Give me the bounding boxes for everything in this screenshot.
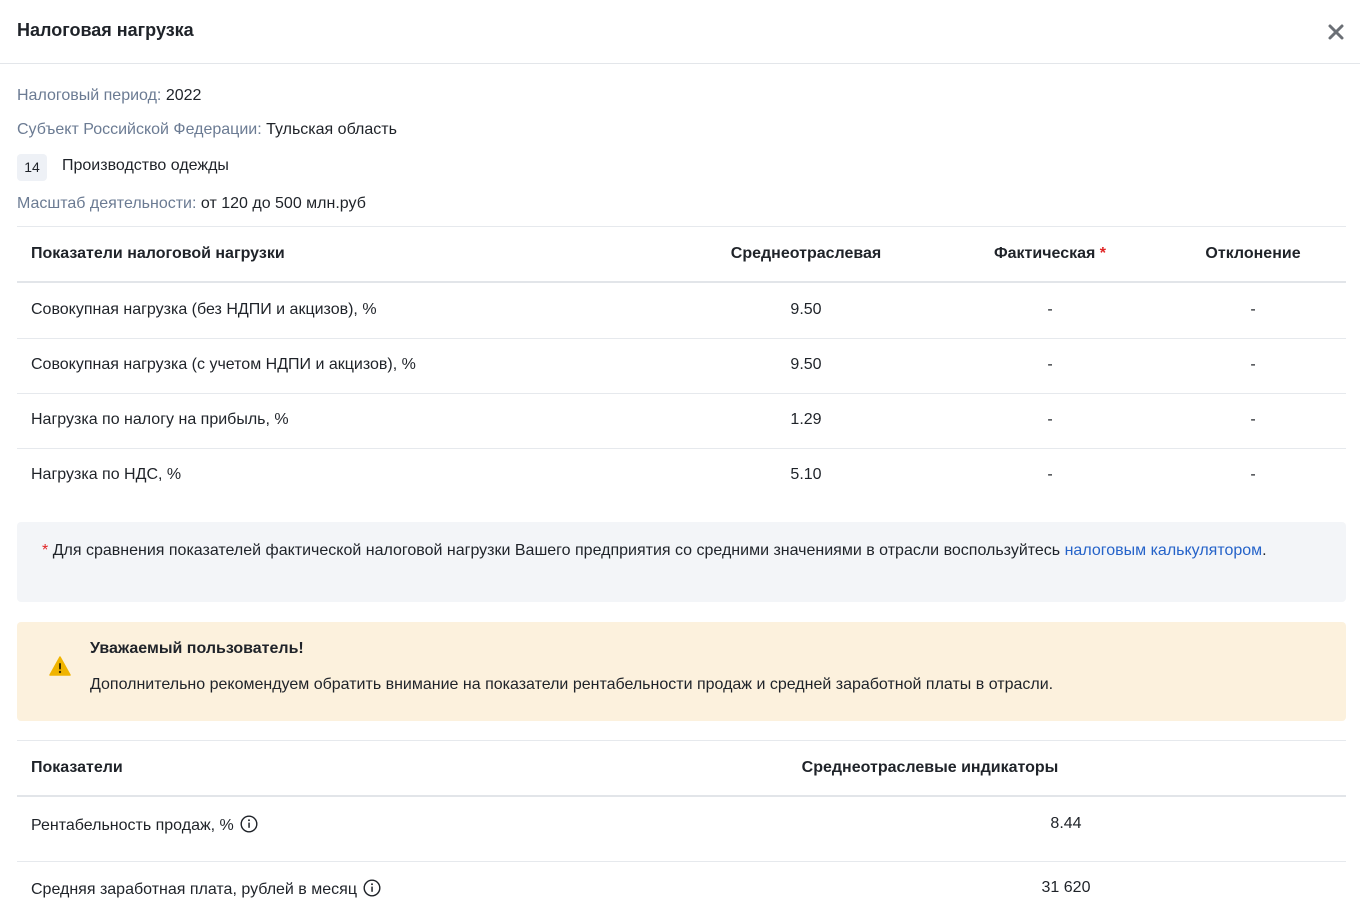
warning-icon xyxy=(49,656,71,676)
row-actual: - xyxy=(1047,466,1053,483)
row-divider xyxy=(17,448,1346,449)
region-value: Тульская область xyxy=(266,121,397,138)
calculator-note xyxy=(17,522,1346,602)
row-name xyxy=(31,879,381,899)
row-value: 31 620 xyxy=(1041,879,1091,896)
note-text xyxy=(42,538,1302,564)
tax-period-label: Налоговый период: xyxy=(17,87,162,104)
row-average: 9.50 xyxy=(790,356,822,373)
industry-name: Производство одежды xyxy=(62,157,229,174)
column-header-actual xyxy=(994,245,1106,263)
note-body: Для сравнения показателей фактической налоговой нагрузки Вашего предприятия со средними значениями в отрасли воспользуйтесь xyxy=(52,542,1061,559)
row-name: Нагрузка по налогу на прибыль, % xyxy=(31,411,289,428)
tax-period-value: 2022 xyxy=(165,87,202,104)
close-icon[interactable] xyxy=(1326,18,1346,44)
table-header-divider xyxy=(17,795,1346,797)
info-icon[interactable] xyxy=(363,879,381,897)
row-divider xyxy=(17,861,1346,862)
row-average: 9.50 xyxy=(790,301,822,318)
activity-scale xyxy=(17,195,366,213)
column-header-indicator: Показатели налоговой нагрузки xyxy=(31,245,285,262)
column-header-indicators: Показатели xyxy=(31,759,123,776)
column-header-average: Среднеотраслевая xyxy=(730,245,882,262)
region-label: Субъект Российской Федерации: xyxy=(17,121,262,138)
divider xyxy=(17,226,1346,227)
row-deviation: - xyxy=(1250,466,1256,483)
column-header-actual-label: Фактическая xyxy=(993,245,1096,262)
column-header-industry-indicators: Среднеотраслевые индикаторы xyxy=(801,759,1059,776)
required-mark: * xyxy=(1099,245,1107,262)
divider xyxy=(17,740,1346,741)
row-name xyxy=(31,815,258,835)
activity-scale-label: Масштаб деятельности: xyxy=(17,195,197,212)
row-name: Нагрузка по НДС, % xyxy=(31,466,182,483)
warning-text: Дополнительно рекомендуем обратить внимание на показатели рентабельности продаж и средней заработной платы в отрасли. xyxy=(90,676,1054,693)
column-header-deviation: Отклонение xyxy=(1205,245,1301,262)
warning-title: Уважаемый пользователь! xyxy=(90,640,304,657)
row-name-label: Средняя заработная плата, рублей в месяц xyxy=(31,881,357,898)
warning-alert xyxy=(17,622,1346,721)
row-deviation: - xyxy=(1250,356,1256,373)
note-mark: * xyxy=(42,542,49,559)
tax-period xyxy=(17,87,201,105)
info-icon[interactable] xyxy=(240,815,258,833)
row-actual: - xyxy=(1047,356,1053,373)
tax-calculator-link[interactable]: налоговым калькулятором xyxy=(1064,542,1263,559)
row-name: Совокупная нагрузка (без НДПИ и акцизов), % xyxy=(31,301,377,318)
row-average: 5.10 xyxy=(790,466,822,483)
row-divider xyxy=(17,393,1346,394)
row-divider xyxy=(17,338,1346,339)
note-end: . xyxy=(1262,542,1267,559)
industry-code-badge: 14 xyxy=(17,154,47,181)
row-average: 1.29 xyxy=(790,411,822,428)
row-deviation: - xyxy=(1250,301,1256,318)
row-name: Совокупная нагрузка (с учетом НДПИ и акцизов), % xyxy=(31,356,416,373)
row-actual: - xyxy=(1047,411,1053,428)
modal-header xyxy=(0,0,1360,64)
region xyxy=(17,121,397,139)
modal-title: Налоговая нагрузка xyxy=(17,20,194,40)
row-actual: - xyxy=(1047,301,1053,318)
activity-scale-value: от 120 до 500 млн.руб xyxy=(200,195,366,212)
row-deviation: - xyxy=(1250,411,1256,428)
row-name-label: Рентабельность продаж, % xyxy=(31,817,234,834)
table-header-divider xyxy=(17,281,1346,283)
row-value: 8.44 xyxy=(1050,815,1082,832)
